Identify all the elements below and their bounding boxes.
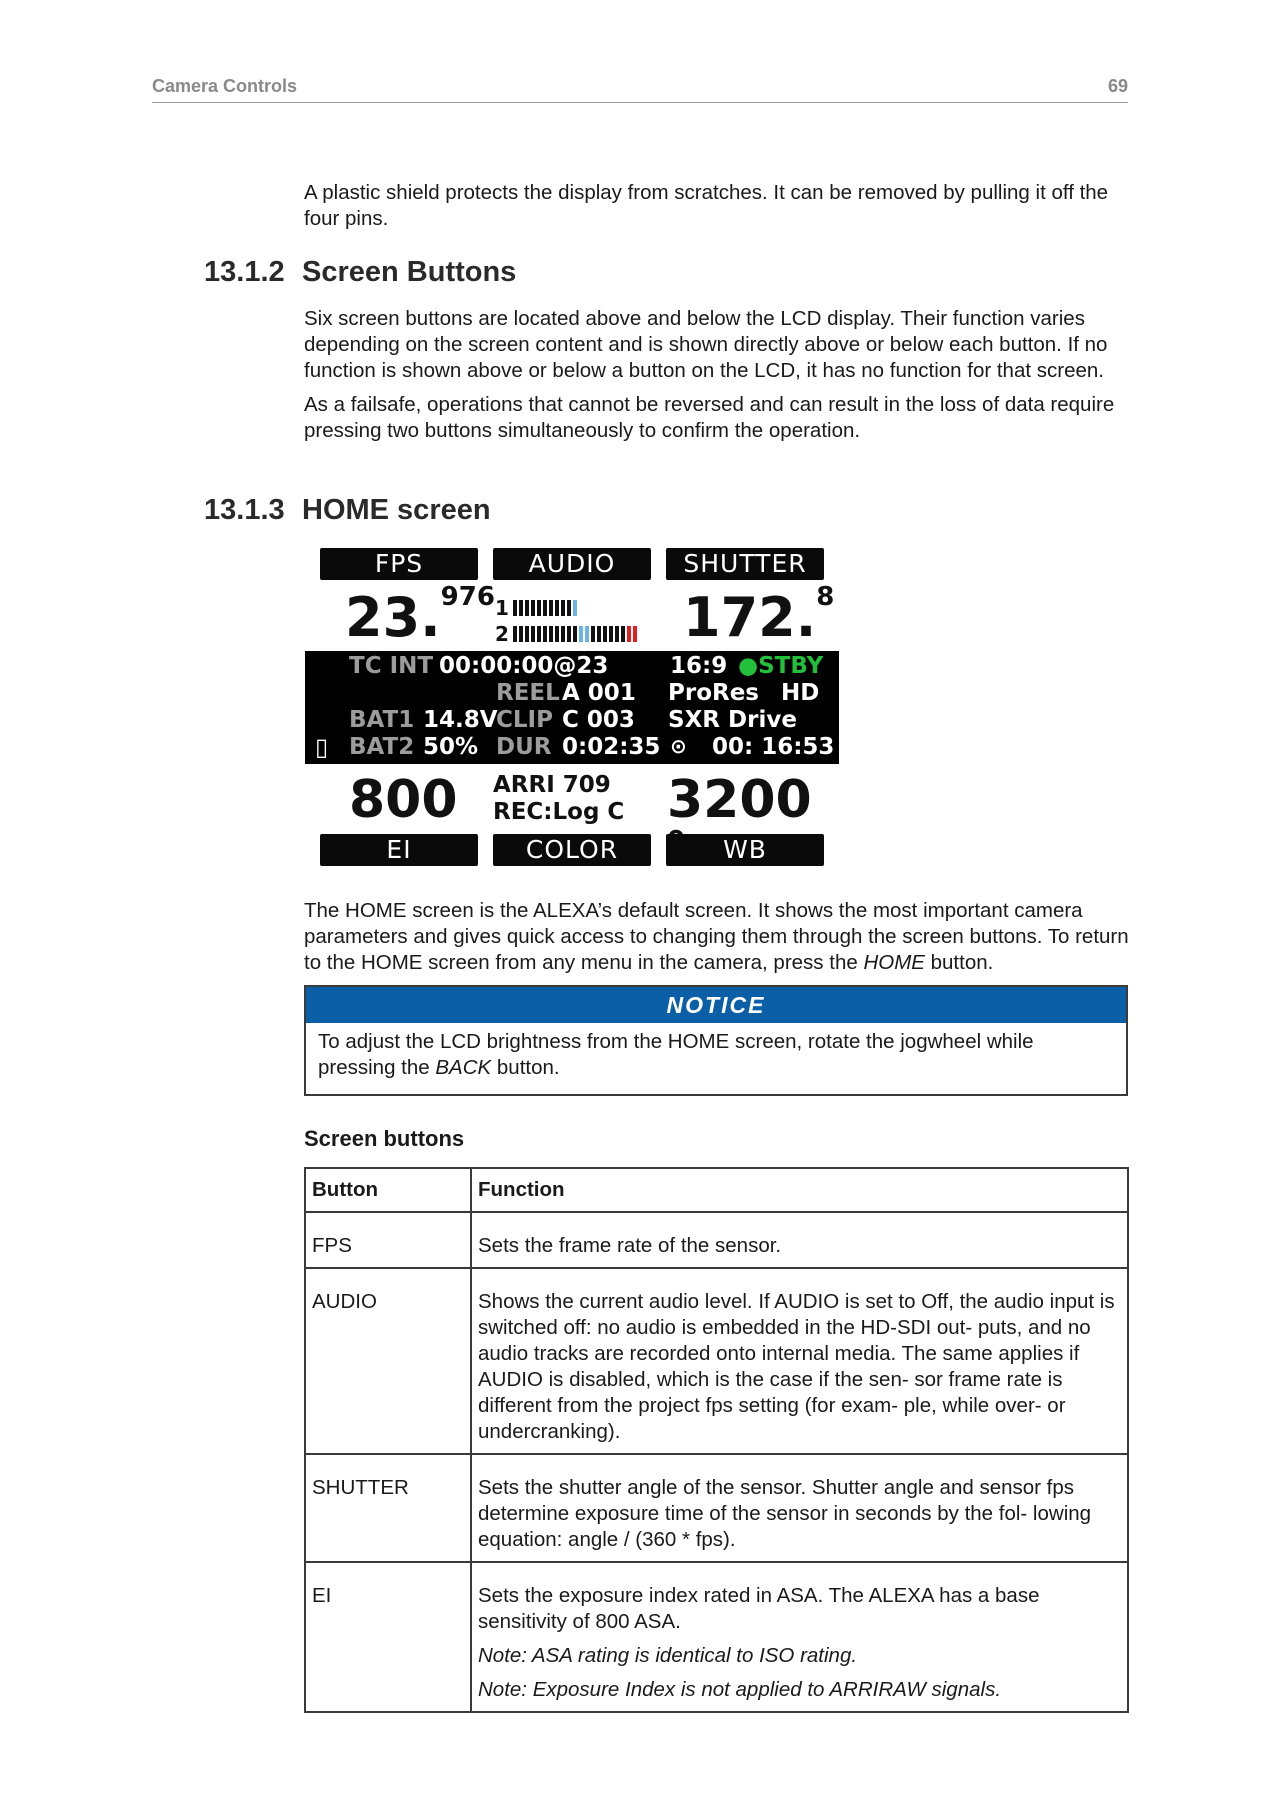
fps-fraction: 976 bbox=[440, 582, 495, 612]
header-section-title: Camera Controls bbox=[152, 76, 298, 96]
lcd-label-shutter: SHUTTER bbox=[666, 548, 824, 580]
home-screen-figure bbox=[305, 548, 839, 868]
clip-value: C 003 bbox=[562, 707, 635, 733]
bat1-label: BAT1 bbox=[349, 707, 415, 733]
table-row bbox=[305, 1268, 1128, 1454]
row-button: SHUTTER bbox=[305, 1454, 471, 1562]
fps-value bbox=[345, 582, 495, 649]
notice-text-end: button. bbox=[491, 1056, 560, 1079]
row-button: AUDIO bbox=[305, 1268, 471, 1454]
row-button: EI bbox=[305, 1562, 471, 1712]
wb-kelvin: 3200 bbox=[667, 770, 812, 830]
lcd-label-ei: EI bbox=[320, 834, 478, 866]
audio-meter-ch2 bbox=[513, 626, 637, 642]
reel-value: A 001 bbox=[562, 680, 636, 706]
row-function: Shows the current audio level. If AUDIO is set to Off, the audio input is switched off: no audio is embedded in the HD-SDI out- puts, and no audio tracks are recorded onto internal media. The same applies if AUDIO is disabled, which is the case if the sen- sor frame rate is different from the project fps setting (for exam- ple, while over- or undercranking). bbox=[471, 1268, 1128, 1454]
ei-value: 800 bbox=[349, 770, 458, 830]
heading-title: Screen Buttons bbox=[302, 256, 517, 288]
home-para-text: The HOME screen is the ALEXA’s default screen. It shows the most important camera parameters and gives quick access to changing them through the screen buttons. To return to the HOME screen from any menu in the camera, press the bbox=[304, 899, 1129, 974]
tc-value: 00:00:00@23 bbox=[439, 653, 609, 679]
notice-text: To adjust the LCD brightness from the HOME screen, rotate the jogwheel while pressing the bbox=[318, 1030, 1034, 1079]
resolution: HD bbox=[781, 680, 820, 706]
table-row bbox=[305, 1454, 1128, 1562]
lcd-label-audio: AUDIO bbox=[493, 548, 651, 580]
ei-note-2: Note: Exposure Index is not applied to ARRIRAW signals. bbox=[478, 1678, 1002, 1701]
media-type: SXR Drive bbox=[668, 707, 797, 733]
screen-buttons-para2: As a failsafe, operations that cannot be reversed and can result in the loss of data require pressing two buttons simultaneously to confirm the operation. bbox=[304, 393, 1115, 442]
table-header-row bbox=[305, 1168, 1128, 1212]
row-function bbox=[471, 1562, 1128, 1712]
home-para-end: button. bbox=[924, 951, 994, 974]
lcd-label-wb: WB bbox=[666, 834, 824, 866]
heading-title: HOME screen bbox=[302, 494, 491, 526]
color-line2: REC:Log C bbox=[493, 799, 625, 825]
screen-buttons-table bbox=[304, 1167, 1129, 1713]
back-button-ref: BACK bbox=[435, 1056, 492, 1079]
page-number: 69 bbox=[1107, 76, 1128, 96]
status-standby: ●STBY bbox=[738, 653, 824, 679]
header-button: Button bbox=[305, 1168, 471, 1212]
audio-meter-ch1 bbox=[513, 600, 577, 616]
notice-body bbox=[306, 1023, 1126, 1087]
shutter-fraction: 8 bbox=[816, 582, 835, 612]
home-screen-description bbox=[304, 898, 1130, 976]
audio-ch2-label: 2 bbox=[495, 622, 509, 646]
heading-home-screen bbox=[204, 494, 491, 527]
tc-label: TC INT bbox=[349, 653, 434, 679]
fps-main: 23. bbox=[345, 586, 441, 649]
clip-label: CLIP bbox=[496, 707, 553, 733]
bat1-value: 14.8V bbox=[423, 707, 498, 733]
status-panel bbox=[305, 651, 839, 764]
color-line1: ARRI 709 bbox=[493, 772, 611, 798]
row-button: FPS bbox=[305, 1212, 471, 1268]
notice-title: NOTICE bbox=[306, 987, 1126, 1023]
heading-number: 13.1.3 bbox=[204, 494, 285, 526]
wb-value bbox=[667, 770, 839, 890]
ei-note-1: Note: ASA rating is identical to ISO rating. bbox=[478, 1644, 858, 1667]
clock-icon: ⊙ bbox=[670, 734, 687, 758]
audio-ch1-label: 1 bbox=[495, 596, 509, 620]
home-button-ref: HOME bbox=[863, 951, 925, 974]
media-card-icon: ▯ bbox=[315, 733, 329, 761]
home-paragraph bbox=[304, 898, 1130, 976]
bat2-value: 50% bbox=[423, 734, 479, 760]
dur-label: DUR bbox=[496, 734, 552, 760]
heading-screen-buttons bbox=[204, 256, 516, 289]
screen-buttons-body bbox=[304, 306, 1130, 444]
row-function: Sets the shutter angle of the sensor. Shutter angle and sensor fps determine exposure time of the sensor in seconds by the fol- lowing equation: angle / (360 * fps). bbox=[471, 1454, 1128, 1562]
screen-buttons-para1: Six screen buttons are located above and below the LCD display. Their function varies depending on the screen content and is shown directly above or below each button. If no function is shown above or below a button on the LCD, it has no function for that screen. bbox=[304, 307, 1108, 382]
table-title: Screen buttons bbox=[304, 1126, 465, 1151]
intro-block bbox=[304, 180, 1130, 232]
table-row bbox=[305, 1212, 1128, 1268]
shutter-main: 172. bbox=[683, 586, 817, 649]
bat2-label: BAT2 bbox=[349, 734, 415, 760]
lcd-label-fps: FPS bbox=[320, 548, 478, 580]
aspect-ratio: 16:9 bbox=[670, 653, 728, 679]
header-function: Function bbox=[471, 1168, 1128, 1212]
intro-paragraph: A plastic shield protects the display from scratches. It can be removed by pulling it off the four pins. bbox=[304, 181, 1109, 230]
page-header bbox=[152, 74, 1128, 103]
ei-function-text: Sets the exposure index rated in ASA. The ALEXA has a base sensitivity of 800 ASA. bbox=[478, 1584, 1040, 1633]
table-row bbox=[305, 1562, 1128, 1712]
lcd-label-color: COLOR bbox=[493, 834, 651, 866]
codec: ProRes bbox=[668, 680, 760, 706]
notice-box bbox=[304, 985, 1128, 1096]
reel-label: REEL bbox=[496, 680, 560, 706]
row-function: Sets the frame rate of the sensor. bbox=[471, 1212, 1128, 1268]
heading-number: 13.1.2 bbox=[204, 256, 285, 288]
remaining-time: 00: 16:53 bbox=[712, 734, 835, 760]
shutter-value bbox=[683, 582, 835, 649]
dur-value: 0:02:35 bbox=[562, 734, 661, 760]
